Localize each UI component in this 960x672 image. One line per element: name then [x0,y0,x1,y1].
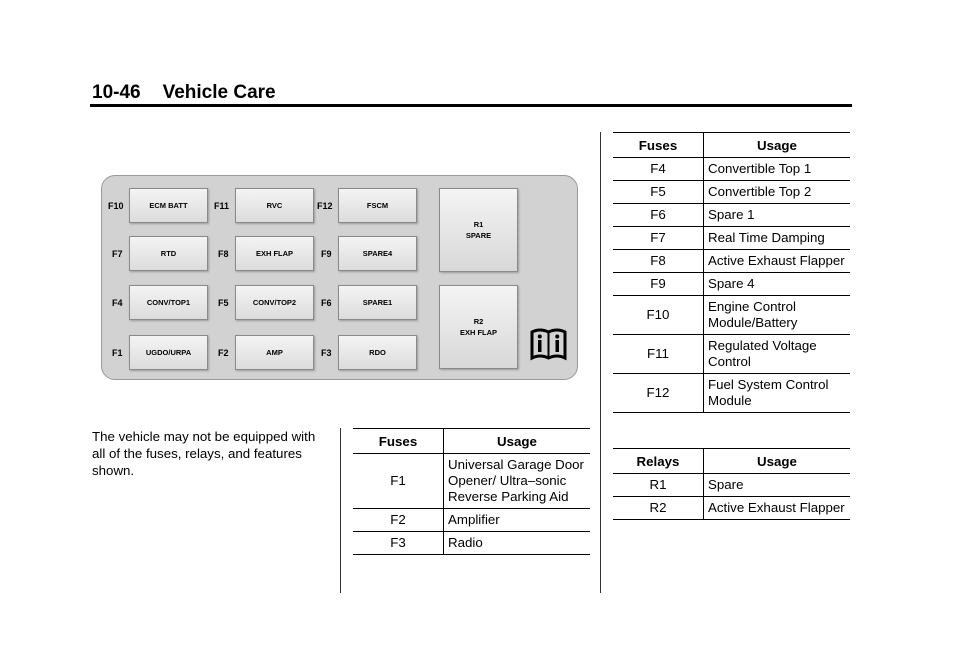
page-number: 10-46 [92,82,141,103]
fuse: ECM BATT [129,188,208,223]
fuse-table-f4-f12 [613,132,850,413]
fuse-code: F4 [613,158,704,181]
fuse-position-label: F7 [112,249,123,259]
table-row [613,497,850,520]
fuse-code: F9 [613,273,704,296]
fuse-code: F3 [353,532,444,555]
table-row [613,335,850,374]
relay-position-label: R1 [473,220,484,229]
fuse-position-label: F8 [218,249,229,259]
table-row [613,158,850,181]
fuse: CONV/TOP2 [235,285,314,320]
fuse-position-label: F12 [317,201,333,211]
header-rule [90,104,852,107]
table-row [613,273,850,296]
fuse: SPARE1 [338,285,417,320]
column-header-usage: Usage [704,133,851,158]
fuse-position-label: F6 [321,298,332,308]
fuse: EXH FLAP [235,236,314,271]
relay-usage: Active Exhaust Flapper [704,497,851,520]
fuse-code: F11 [613,335,704,374]
fuse-usage: Convertible Top 2 [704,181,851,204]
fuse-code: F6 [613,204,704,227]
fuse-position-label: F9 [321,249,332,259]
fuse: RDO [338,335,417,370]
column-header-relays: Relays [613,449,704,474]
disclaimer-text: The vehicle may not be equipped with all of the fuses, relays, and features shown. [92,429,316,478]
fuse-table-f1-f3 [353,428,590,555]
fuse-usage: Regulated Voltage Control [704,335,851,374]
fuse-code: F1 [353,454,444,509]
fuse-position-label: F10 [108,201,124,211]
fuse-code: F5 [613,181,704,204]
table-row [613,227,850,250]
fuse-usage: Engine Control Module/Battery [704,296,851,335]
fuse-code: F2 [353,509,444,532]
fuse-position-label: F11 [214,201,230,211]
fuse-position-label: F1 [112,348,123,358]
table-row [613,250,850,273]
fuse-code: F8 [613,250,704,273]
fuse-code: F7 [613,227,704,250]
section-title: Vehicle Care [162,82,276,103]
fuse: RVC [235,188,314,223]
relay-position-label: R2 [473,317,484,326]
table-row [353,509,590,532]
fuse-position-label: F5 [218,298,229,308]
fuse-code: F10 [613,296,704,335]
fuse: RTD [129,236,208,271]
fuse-usage: Convertible Top 1 [704,158,851,181]
relay-usage: Spare [704,474,851,497]
table-row [613,204,850,227]
fuse: SPARE4 [338,236,417,271]
column-header-usage: Usage [444,429,591,454]
relay-code: R2 [613,497,704,520]
owner-manual-book-icon [530,327,567,362]
fuse-position-label: F3 [321,348,332,358]
relay-r2 [439,285,518,369]
column-header-usage: Usage [704,449,851,474]
table-row [613,181,850,204]
fuse-usage: Universal Garage Door Opener/ Ultra–sonic Reverse Parking Aid [444,454,591,509]
relay-r1 [439,188,518,272]
fuse: FSCM [338,188,417,223]
column-divider-left [340,428,341,593]
column-header-fuses: Fuses [353,429,444,454]
table-row [353,454,590,509]
column-header-fuses: Fuses [613,133,704,158]
fuse-position-label: F4 [112,298,123,308]
fuse: CONV/TOP1 [129,285,208,320]
fuse-code: F12 [613,374,704,413]
table-row [613,374,850,413]
fuse-usage: Radio [444,532,591,555]
fuse: AMP [235,335,314,370]
table-row [613,474,850,497]
fuse-usage: Spare 4 [704,273,851,296]
page-header [92,82,276,104]
fuse-usage: Active Exhaust Flapper [704,250,851,273]
relay-label: EXH FLAP [459,328,498,337]
relay-label: SPARE [465,231,492,240]
column-divider-right [600,132,601,593]
fuse-usage: Real Time Damping [704,227,851,250]
fuse-usage: Amplifier [444,509,591,532]
table-row [613,296,850,335]
relay-code: R1 [613,474,704,497]
table-row [353,532,590,555]
fuse: UGDO/URPA [129,335,208,370]
relay-table [613,448,850,520]
fuse-position-label: F2 [218,348,229,358]
fuse-usage: Spare 1 [704,204,851,227]
fuse-usage: Fuel System Control Module [704,374,851,413]
